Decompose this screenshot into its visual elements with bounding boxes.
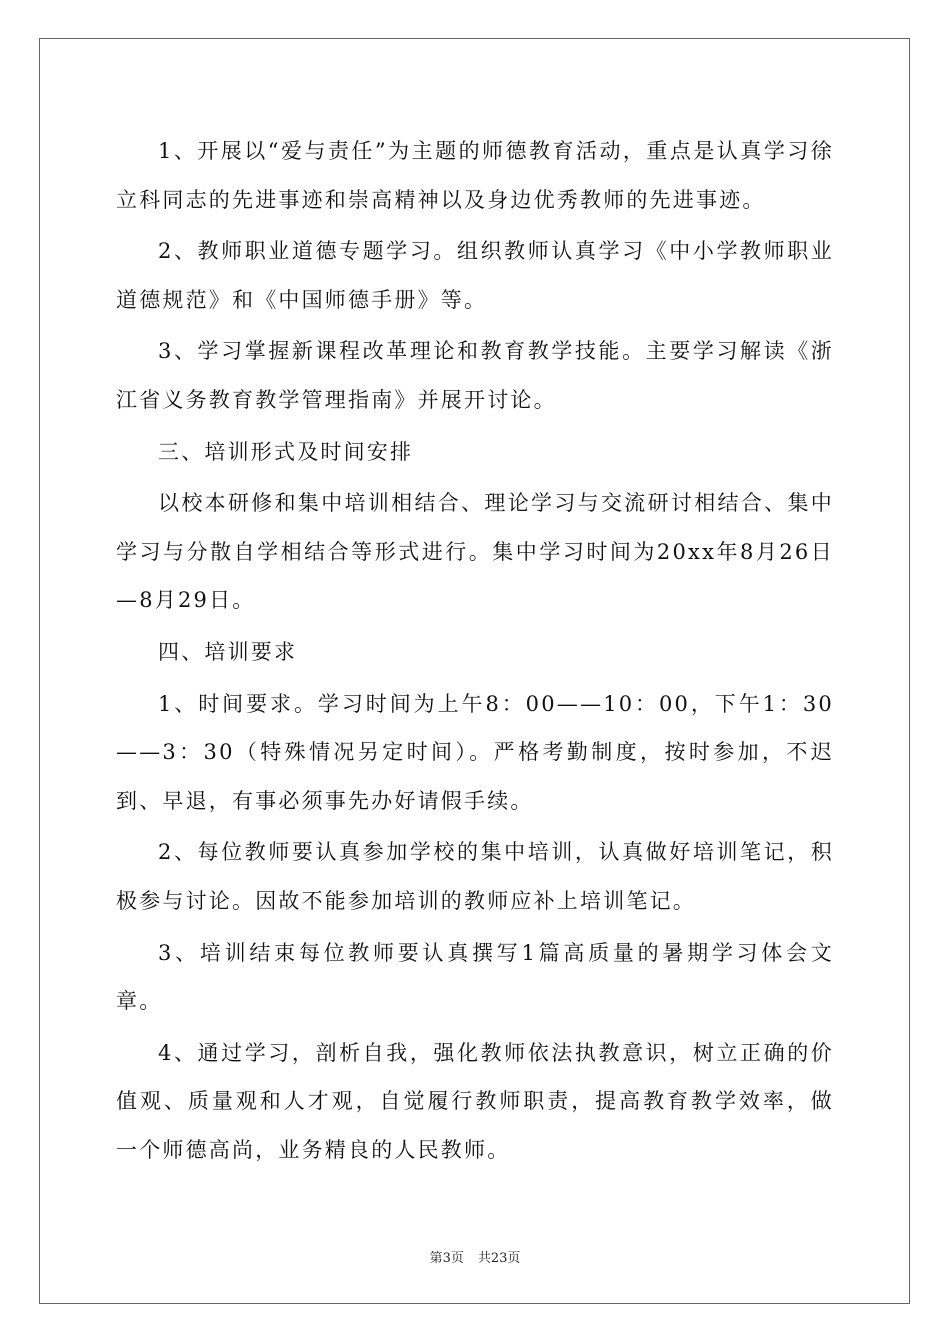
paragraph-item-3: 3、学习掌握新课程改革理论和教育教学技能。主要学习解读《浙江省义务教育教学管理指南》并展开讨论。 xyxy=(116,339,834,412)
paragraph-requirement-2: 2、每位教师要认真参加学校的集中培训，认真做好培训笔记，积极参与讨论。因故不能参加培训的教师应补上培训笔记。 xyxy=(116,840,834,913)
page-number: 第3页 xyxy=(429,1251,464,1266)
paragraph-item-1: 1、开展以“爱与责任”为主题的师德教育活动，重点是认真学习徐立科同志的先进事迹和崇高精神以及身边优秀教师的先进事迹。 xyxy=(116,139,834,212)
paragraph-requirement-3: 3、培训结束每位教师要认真撰写1篇高质量的暑期学习体会文章。 xyxy=(116,940,834,1014)
paragraph-training-format: 以校本研修和集中培训相结合、理论学习与交流研讨相结合、集中学习与分散自学相结合等形式进行。集中学习时间为20xx年8月26日—8月29日。 xyxy=(116,491,834,613)
page-total: 共23页 xyxy=(477,1251,521,1266)
document-body xyxy=(116,127,834,1177)
section-heading-training-requirements: 四、培训要求 xyxy=(158,639,298,664)
paragraph-requirement-4: 4、通过学习，剖析自我，强化教师依法执教意识，树立正确的价值观、质量观和人才观，自觉履行教师职责，提高教育教学效率，做一个师德高尚，业务精良的人民教师。 xyxy=(116,1040,834,1162)
section-heading-training-format: 三、培训形式及时间安排 xyxy=(158,439,414,464)
paragraph-item-2: 2、教师职业道德专题学习。组织教师认真学习《中小学教师职业道德规范》和《中国师德手册》等。 xyxy=(116,239,834,312)
paragraph-requirement-1: 1、时间要求。学习时间为上午8：00——10：00，下午1：30——3：30（特殊情况另定时间）。严格考勤制度，按时参加，不迟到、早退，有事必须事先办好请假手续。 xyxy=(116,691,834,813)
page-footer xyxy=(0,1247,950,1266)
